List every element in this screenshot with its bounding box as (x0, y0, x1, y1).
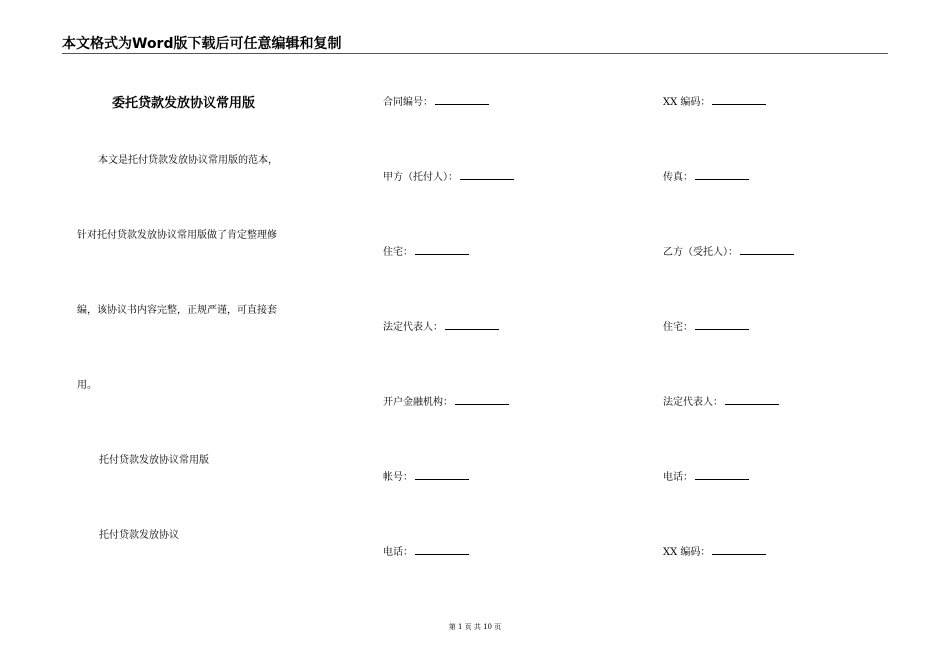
blank-line (725, 395, 779, 405)
field-label: 电话： (383, 547, 413, 558)
field-label: XX 编码： (663, 547, 711, 558)
intro-line-3: 编，该协议书内容完整，正规严谨，可直接套 (77, 305, 277, 316)
document-header: 本文格式为Word版下载后可任意编辑和复制 (62, 36, 342, 52)
blank-line (712, 95, 766, 105)
field-bank (383, 395, 509, 409)
blank-line (695, 320, 749, 330)
blank-line (415, 545, 469, 555)
field-party-b-phone (663, 470, 749, 484)
intro-line-1: 本文是托付贷款发放协议常用版的范本， (98, 155, 278, 166)
blank-line (415, 470, 469, 480)
field-label: 甲方（托付人）： (383, 172, 458, 183)
field-label: 电话： (663, 472, 693, 483)
field-label: 法定代表人： (663, 397, 723, 408)
blank-line (712, 545, 766, 555)
field-party-b-address (663, 320, 749, 334)
document-title: 委托贷款发放协议常用版 (112, 96, 256, 111)
blank-line (415, 245, 469, 255)
blank-line (435, 95, 489, 105)
blank-line (455, 395, 509, 405)
intro-line-4: 用。 (77, 380, 97, 391)
field-postcode-a (663, 95, 766, 109)
field-label: 开户金融机构： (383, 397, 453, 408)
intro-line-2: 针对托付贷款发放协议常用版做了肯定整理修 (77, 230, 277, 241)
field-postcode-b (663, 545, 766, 559)
subtitle-agreement: 托付贷款发放协议 (99, 530, 179, 541)
blank-line (695, 170, 749, 180)
field-party-a-legal-rep (383, 320, 499, 334)
field-party-a (383, 170, 514, 184)
subtitle-common-version: 托付贷款发放协议常用版 (99, 455, 209, 466)
field-fax (663, 170, 749, 184)
field-label: XX 编码： (663, 97, 711, 108)
field-contract-number (383, 95, 489, 109)
field-party-a-phone (383, 545, 469, 559)
field-label: 住宅： (663, 322, 693, 333)
page-number-footer: 第 1 页 共 10 页 (448, 623, 502, 631)
field-party-b (663, 245, 794, 259)
field-label: 传真： (663, 172, 693, 183)
header-rule (62, 53, 888, 54)
field-party-b-legal-rep (663, 395, 779, 409)
field-label: 合同编号： (383, 97, 433, 108)
blank-line (445, 320, 499, 330)
blank-line (460, 170, 514, 180)
field-label: 住宅： (383, 247, 413, 258)
blank-line (695, 470, 749, 480)
field-label: 帐号： (383, 472, 413, 483)
field-label: 法定代表人： (383, 322, 443, 333)
field-label: 乙方（受托人）： (663, 247, 738, 258)
field-account-number (383, 470, 469, 484)
blank-line (740, 245, 794, 255)
field-party-a-address (383, 245, 469, 259)
